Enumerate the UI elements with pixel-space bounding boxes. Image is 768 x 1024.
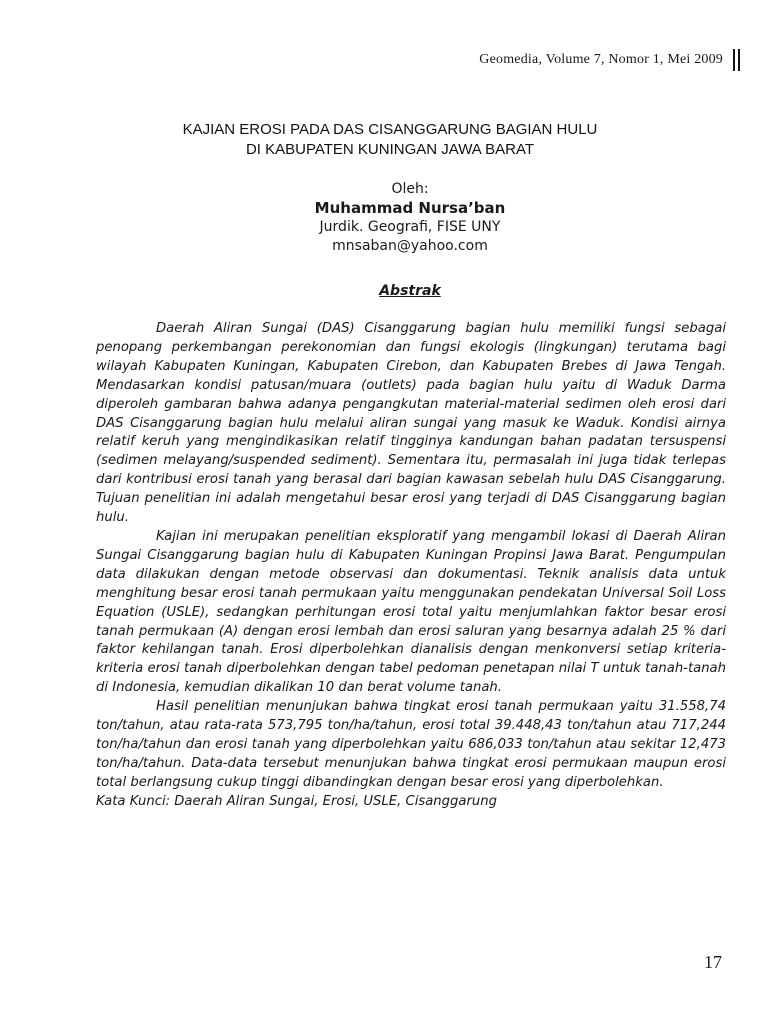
abstract-paragraph-3: Hasil penelitian menunjukan bahwa tingkat erosi tanah permukaan yaitu 31.558,74 ton/tahun, atau rata-rata 573,795 ton/ha/tahun, erosi total 39.448,43 ton/tahun atau 717,244 ton/ha/tahun dan erosi tanah yang diperbolehkan yaitu 686,033 ton/tahun atau sekitar 12,473 ton/ha/tahun. Data-data tersebut menunjukan bahwa tingkat erosi permukaan maupun erosi total berlangsung cukup tinggi dibandingkan dengan besar erosi yang diperbolehkan. bbox=[96, 699, 726, 790]
title-line-1: KAJIAN EROSI PADA DAS CISANGGARUNG BAGIAN HULU bbox=[182, 121, 598, 138]
abstract-body bbox=[96, 320, 726, 812]
keywords: Kata Kunci: Daerah Aliran Sungai, Erosi, USLE, Cisanggarung bbox=[96, 793, 497, 809]
abstract-paragraph-1: Daerah Aliran Sungai (DAS) Cisanggarung bagian hulu memiliki fungsi sebagai penopang perkembangan perekonomian dan fungsi ekologis (lingkungan) terutama bagi wilayah Kabupaten Kuningan, Kabupaten Cirebon, dan Kabupaten Brebes di Jawa Tengah. Mendasarkan kondisi patusan/muara (outlets) pada bagian hulu yaitu di Waduk Darma diperoleh gambaran bahwa adanya pengangkutan material-material sedimen oleh erosi dari DAS Cisanggarung bagian hulu melalui aliran sungai yang masuk ke Waduk. Kondisi airnya relatif keruh yang mengindikasikan relatif tingginya kandungan bahan padatan tersuspensi (sedimen melayang/suspended sediment). Sementara itu, permasalah ini juga tidak terlepas dari kontribusi erosi tanah yang berasal dari bagian kawasan sebelah hulu DAS Cisanggarung. Tujuan penelitian ini adalah mengetahui besar erosi yang terjadi di DAS Cisanggarung bagian hulu. bbox=[96, 321, 726, 526]
abstract-heading: Abstrak bbox=[379, 283, 441, 299]
author-email: mnsaban@yahoo.com bbox=[332, 238, 488, 254]
page-number: 17 bbox=[704, 952, 722, 972]
author-affiliation: Jurdik. Geografi, FISE UNY bbox=[319, 219, 501, 235]
paper-title bbox=[90, 120, 690, 160]
byline-label: Oleh: bbox=[391, 181, 429, 197]
author-name: Muhammad Nursa’ban bbox=[314, 199, 506, 217]
author-block bbox=[160, 180, 660, 256]
running-header bbox=[479, 49, 740, 71]
header-rule-bars bbox=[733, 49, 740, 71]
title-line-2: DI KABUPATEN KUNINGAN JAWA BARAT bbox=[245, 141, 535, 158]
abstract-paragraph-2: Kajian ini merupakan penelitian eksploratif yang mengambil lokasi di Daerah Aliran Sungai Cisanggarung bagian hulu di Kabupaten Kuningan Propinsi Jawa Barat. Pengumpulan data dilakukan dengan metode observasi dan dokumentasi. Teknik analisis data untuk menghitung besar erosi tanah permukaan yaitu menggunakan pendekatan Universal Soil Loss Equation (USLE), sedangkan perhitungan erosi total yaitu menjumlahkan faktor besar erosi tanah permukaan (A) dengan erosi lembah dan erosi saluran yang besarnya adalah 25 % dari faktor kehilangan tanah. Erosi diperbolehkan dianalisis dengan menkonversi setiap kriteria-kriteria erosi tanah diperbolehkan dengan tabel pedoman penetapan nilai T untuk tanah-tanah di Indonesia, kemudian dikalikan 10 dan berat volume tanah. bbox=[96, 528, 726, 696]
journal-citation: Geomedia, Volume 7, Nomor 1, Mei 2009 bbox=[479, 52, 723, 67]
